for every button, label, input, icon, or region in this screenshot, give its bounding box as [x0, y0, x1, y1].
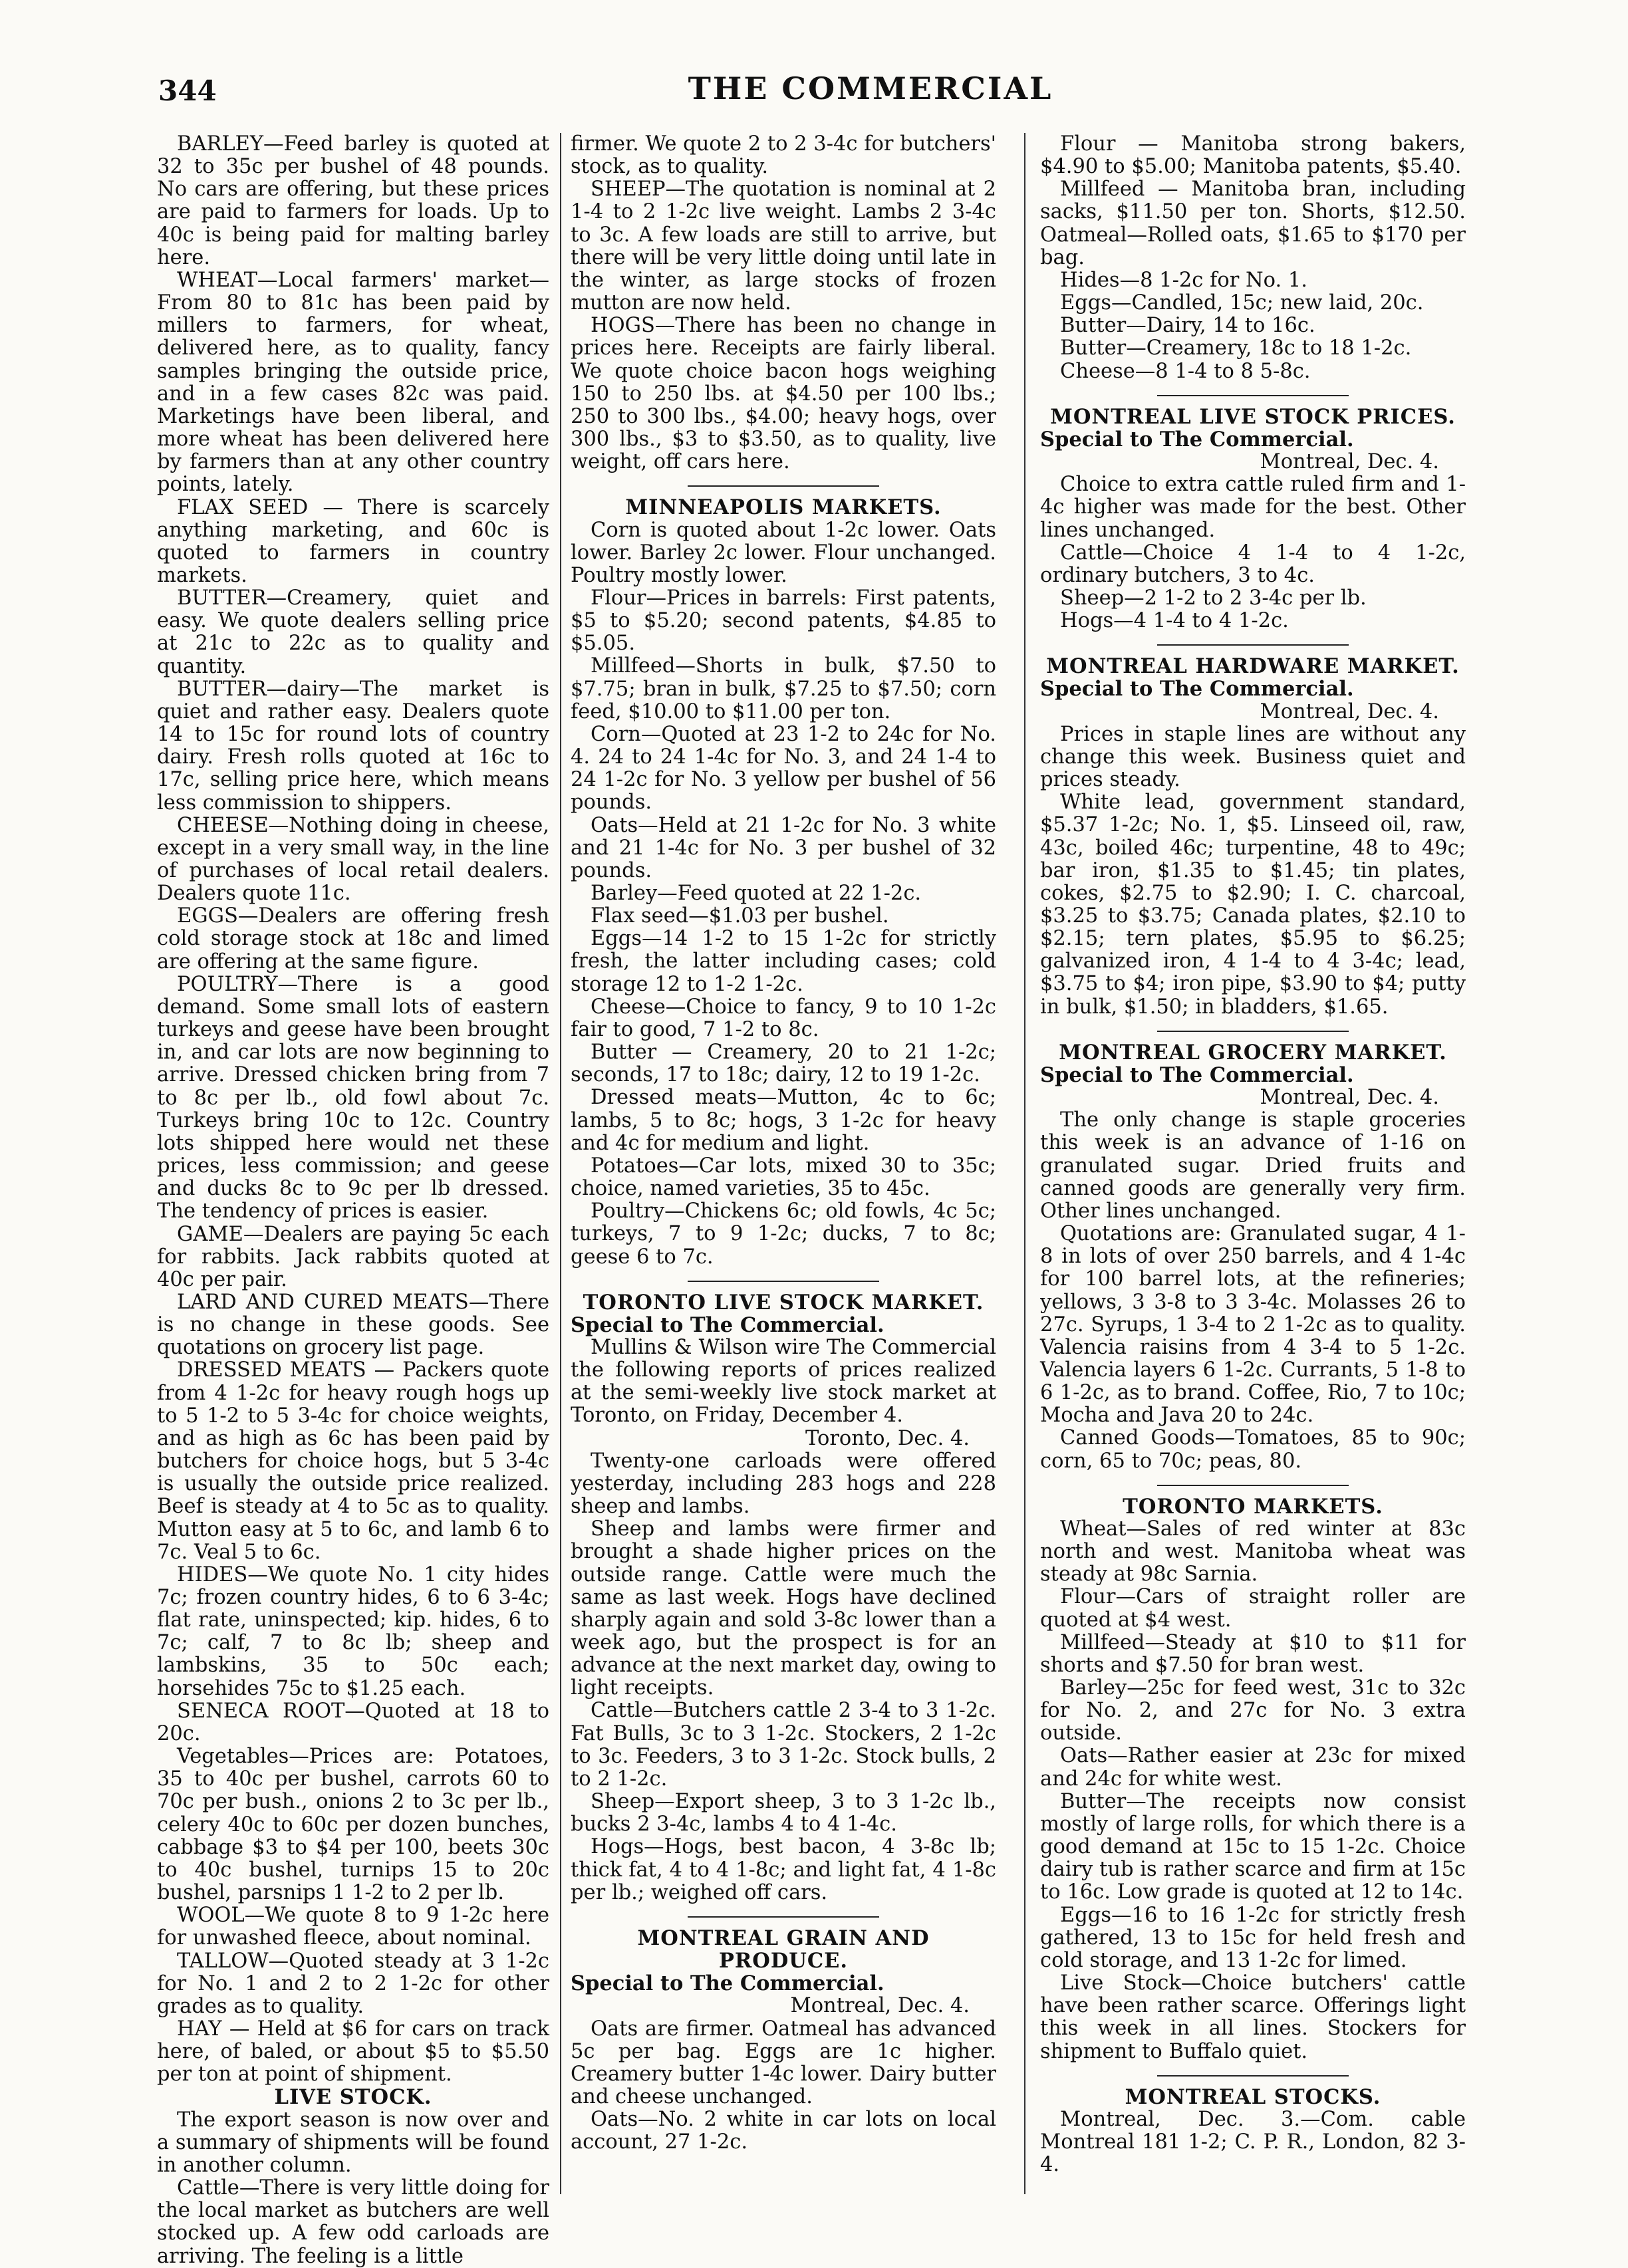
section-heading-montreal-grocery: MONTREAL GROCERY MARKET. — [1059, 1040, 1447, 1065]
section-heading-montreal-live-stock: MONTREAL LIVE STOCK PRICES. — [1050, 404, 1456, 429]
section-rule — [1157, 1485, 1349, 1486]
paragraph: BUTTER—dairy—The market is quiet and rather easy. Dealers quote 14 to 15c for round lots of country dairy. Fresh rolls quoted at 16c to 17c, selling price here, which means less commission to shippers. — [157, 677, 549, 815]
paragraph: Hogs—4 1-4 to 4 1-2c. — [1060, 609, 1289, 633]
paragraph: Butter—The receipts now consist mostly of large rolls, for which there is a good demand at 15c to 15 1-2c. Choice dairy tub is rather scarce and firm at 15c to 16c. Low grade is quoted at 12 to 14c. — [1040, 1789, 1466, 1904]
paragraph: Sheep—Export sheep, 3 to 3 1-2c lb., bucks 2 3-4c, lambs 4 to 4 1-4c. — [571, 1790, 996, 1836]
section-heading-montreal-grain: MONTREAL GRAIN AND PRODUCE. — [637, 1926, 930, 1973]
page-number: 344 — [158, 74, 217, 107]
paragraph: Dressed meats—Mutton, 4c to 6c; lambs, 5 to 8c; hogs, 3 1-2c for heavy and 4c for medium and light. — [571, 1086, 996, 1155]
paragraph: Butter — Creamery, 20 to 21 1-2c; seconds, 17 to 18c; dairy, 12 to 19 1-2c. — [571, 1041, 996, 1087]
paragraph: WHEAT—Local farmers' market—From 80 to 81c has been paid by millers to farmers, for wheat, delivered here, as to quality, fancy samples bringing the outside price, and in a few cases 82c was paid. Marketings have been liberal, and more wheat has been delivered here by farmers than at any other country points, lately. — [157, 268, 549, 497]
section-heading-montreal-stocks: MONTREAL STOCKS. — [1125, 2084, 1381, 2109]
special-byline: Special to The Commercial. — [1040, 427, 1354, 451]
paragraph: Sheep—2 1-2 to 2 3-4c per lb. — [1060, 586, 1367, 610]
paragraph: TALLOW—Quoted steady at 3 1-2c for No. 1 and 2 to 2 1-2c for other grades as to quality. — [157, 1949, 549, 2018]
paragraph: Millfeed—Shorts in bulk, $7.50 to $7.75; bran in bulk, $7.25 to $7.50; corn feed, $10.00 to $11.00 per ton. — [571, 654, 996, 723]
paragraph: White lead, government standard, $5.37 1-2c; No. 1, $5. Linseed oil, raw, 43c, boiled 46c; turpentine, 48 to 49c; bar iron, $1.35 to $1.45; tin plates, cokes, $2.75 to $2.90; I. C. charcoal, $3.25 to $3.75; Canada plates, $2.10 to $2.15; tern plates, $5.95 to $6.25; galvanized iron, 4 1-4 to 4 3-4c; lead, $3.75 to $4; iron pipe, $3.90 to $4; putty in bulk, $1.50; in bladders, $1.65. — [1040, 791, 1466, 1019]
paragraph: Eggs—16 to 16 1-2c for strictly fresh gathered, 13 to 15c for held fresh and cold storage, and 13 1-2c for limed. — [1040, 1903, 1466, 1972]
section-rule — [688, 1916, 879, 1918]
section-heading-toronto-live-stock: TORONTO LIVE STOCK MARKET. — [583, 1290, 984, 1315]
paragraph: SENECA ROOT—Quoted at 18 to 20c. — [157, 1699, 549, 1745]
page-header — [140, 66, 1601, 113]
paragraph: BUTTER—Creamery, quiet and easy. We quote dealers selling price at 21c to 22c as to quality and quantity. — [157, 586, 549, 678]
paragraph: Montreal, Dec. 3.—Com. cable Montreal 181 1-2; C. P. R., London, 82 3-4. — [1040, 2107, 1466, 2177]
section-rule — [688, 1281, 879, 1282]
paragraph: Eggs—14 1-2 to 15 1-2c for strictly fresh, the latter including cases; cold storage 12 to 1-2 1-2c. — [571, 927, 996, 996]
paragraph: Butter—Dairy, 14 to 16c. — [1060, 314, 1315, 338]
column-divider — [1024, 133, 1025, 2194]
dateline: Montreal, Dec. 4. — [1260, 699, 1439, 723]
paragraph: Cheese—Choice to fancy, 9 to 10 1-2c fair to good, 7 1-2 to 8c. — [571, 995, 996, 1041]
paragraph: The export season is now over and a summary of shipments will be found in another column. — [157, 2108, 549, 2177]
section-rule — [1157, 1031, 1349, 1032]
paragraph: Cheese—8 1-4 to 8 5-8c. — [1060, 359, 1311, 383]
dateline: Toronto, Dec. 4. — [805, 1426, 970, 1450]
paragraph: Butter—Creamery, 18c to 18 1-2c. — [1060, 336, 1412, 360]
paragraph: Flour—Prices in barrels: First patents, $5 to $5.20; second patents, $4.85 to $5.05. — [571, 586, 996, 656]
paragraph: SHEEP—The quotation is nominal at 2 1-4 to 2 1-2c live weight. Lambs 2 3-4c to 3c. A few loads are still to arrive, but there will be very little doing until late in the winter, as large stocks of frozen mutton are now held. — [571, 178, 996, 315]
special-byline: Special to The Commercial. — [571, 1971, 884, 1996]
paragraph: Oats—No. 2 white in car lots on local account, 27 1-2c. — [571, 2108, 996, 2154]
paragraph: Flour — Manitoba strong bakers, $4.90 to $5.00; Manitoba patents, $5.40. — [1040, 132, 1466, 179]
paragraph: POULTRY—There is a good demand. Some small lots of eastern turkeys and geese have been brought in, and car lots are now beginning to arrive. Dressed chicken bring from 7 to 8c per lb., old fowl about 7c. Turkeys bring 10c to 12c. Country lots shipped here would net these prices, less commission; and geese and ducks 8c to 9c per lb dressed. The tendency of prices is easier. — [157, 972, 549, 1223]
paragraph: CHEESE—Nothing doing in cheese, except in a very small way, in the line of purchases of local retail dealers. Dealers quote 11c. — [157, 813, 549, 906]
page-title: THE COMMERCIAL — [688, 70, 1053, 106]
paragraph: Oats—Rather easier at 23c for mixed and 24c for white west. — [1040, 1744, 1466, 1791]
paragraph: EGGS—Dealers are offering fresh cold storage stock at 18c and limed are offering at the same figure. — [157, 904, 549, 973]
paragraph: HAY — Held at $6 for cars on track here, of baled, or about $5 to $5.50 per ton at point of shipment. — [157, 2017, 549, 2086]
paragraph: Cattle—Butchers cattle 2 3-4 to 3 1-2c. Fat Bulls, 3c to 3 1-2c. Stockers, 2 1-2c to 3c. Feeders, 3 to 3 1-2c. Stock bulls, 2 to 2 1-2c. — [571, 1699, 996, 1791]
paragraph: Canned Goods—Tomatoes, 85 to 90c; corn, 65 to 70c; peas, 80. — [1040, 1426, 1466, 1473]
paragraph: BARLEY—Feed barley is quoted at 32 to 35c per bushel of 48 pounds. No cars are offering, but these prices are paid to farmers for loads. Up to 40c is being paid for malting barley here. — [157, 132, 549, 269]
paragraph: WOOL—We quote 8 to 9 1-2c here for unwashed fleece, about nominal. — [157, 1904, 549, 1950]
paragraph: Cattle—Choice 4 1-4 to 4 1-2c, ordinary butchers, 3 to 4c. — [1040, 541, 1466, 587]
column-divider — [560, 133, 561, 2194]
paragraph: Poultry—Chickens 6c; old fowls, 4c 5c; turkeys, 7 to 9 1-2c; ducks, 7 to 8c; geese 6 to 7c. — [571, 1199, 996, 1269]
paragraph: Mullins & Wilson wire The Commercial the following reports of prices realized at the semi-weekly live stock market at Toronto, on Friday, December 4. — [571, 1335, 996, 1428]
paragraph: Cattle—There is very little doing for the local market as butchers are well stocked up. A few odd carloads are arriving. The feeling is a little — [157, 2176, 549, 2268]
paragraph: Sheep and lambs were firmer and brought a shade higher prices on the outside range. Cattle were much the same as last week. Hogs have declined sharply again and sold 3-8c lower than a week ago, but the prospect is for an advance at the next market day, owing to light receipts. — [571, 1517, 996, 1700]
paragraph: Barley—Feed quoted at 22 1-2c. — [591, 882, 922, 905]
paragraph: Hides—8 1-2c for No. 1. — [1060, 268, 1308, 292]
special-byline: Special to The Commercial. — [1040, 677, 1354, 701]
paragraph: LARD AND CURED MEATS—There is no change in these goods. See quotations on grocery list page. — [157, 1290, 549, 1360]
paragraph: firmer. We quote 2 to 2 3-4c for butchers' stock, as to quality. — [571, 132, 996, 179]
column-2 — [571, 133, 996, 2201]
paragraph: Prices in staple lines are without any change this week. Business quiet and prices steady. — [1040, 722, 1466, 792]
column-3 — [1040, 133, 1466, 2201]
special-byline: Special to The Commercial. — [571, 1313, 884, 1337]
paragraph: HOGS—There has been no change in prices here. Receipts are fairly liberal. We quote choice bacon hogs weighing 150 to 250 lbs. at $4.50 per 100 lbs.; 250 to 300 lbs., $4.00; heavy hogs, over 300 lbs., $3 to $3.50, as to quality, live weight, off cars here. — [571, 314, 996, 474]
section-rule — [1157, 2075, 1349, 2077]
paragraph: Quotations are: Granulated sugar, 4 1-8 in lots of over 250 barrels, and 4 1-4c for 100 barrel lots, at the refineries; yellows, 3 3-8 to 3 3-4c. Molasses 26 to 27c. Syrups, 1 3-4 to 2 1-2c as to quality. Valencia raisins from 4 3-4 to 5 1-2c. Valencia layers 6 1-2c. Currants, 5 1-8 to 6 1-2c, as to brand. Coffee, Rio, 7 to 10c; Mocha and Java 20 to 24c. — [1040, 1222, 1466, 1428]
section-heading-live-stock: LIVE STOCK. — [274, 2085, 432, 2110]
section-rule — [1157, 644, 1349, 646]
paragraph: Oats—Held at 21 1-2c for No. 3 white and 21 1-4c for No. 3 per bushel of 32 pounds. — [571, 813, 996, 882]
paragraph: Flax seed—$1.03 per bushel. — [591, 904, 889, 928]
section-heading-minneapolis: MINNEAPOLIS MARKETS. — [625, 495, 942, 520]
paragraph: Oats are firmer. Oatmeal has advanced 5c per bag. Eggs are 1c higher. Creamery butter 1-4c lower. Dairy butter and cheese unchanged. — [571, 2017, 996, 2108]
paragraph: Corn—Quoted at 23 1-2 to 24c for No. 4. 24 to 24 1-4c for No. 3, and 24 1-4 to 24 1-2c for No. 3 yellow per bushel of 56 pounds. — [571, 722, 996, 815]
section-rule — [1157, 395, 1349, 396]
section-heading-montreal-hardware: MONTREAL HARDWARE MARKET. — [1046, 654, 1460, 679]
dateline: Montreal, Dec. 4. — [1260, 450, 1439, 474]
paragraph: Corn is quoted about 1-2c lower. Oats lower. Barley 2c lower. Flour unchanged. Poultry mostly lower. — [571, 518, 996, 587]
paragraph: Wheat—Sales of red winter at 83c north and west. Manitoba wheat was steady at 98c Sarnia. — [1040, 1517, 1466, 1586]
column-1 — [157, 132, 549, 2268]
paragraph: DRESSED MEATS — Packers quote from 4 1-2c for heavy rough hogs up to 5 1-2 to 5 3-4c for choice weights, and as high as 6c has been paid by butchers for choice hogs, but 5 3-4c is usually the outside price realized. Beef is steady at 4 to 5c as to quality. Mutton easy at 5 to 6c, and lamb 6 to 7c. Veal 5 to 6c. — [157, 1358, 549, 1564]
special-byline: Special to The Commercial. — [1040, 1063, 1354, 1087]
paragraph: The only change is staple groceries this week is an advance of 1-16 on granulated sugar. Dried fruits and canned goods are generally very firm. Other lines unchanged. — [1040, 1108, 1466, 1223]
paragraph: GAME—Dealers are paying 5c each for rabbits. Jack rabbits quoted at 40c per pair. — [157, 1222, 549, 1291]
paragraph: Millfeed—Steady at $10 to $11 for shorts and $7.50 for bran west. — [1040, 1630, 1466, 1677]
paragraph: Millfeed — Manitoba bran, including sacks, $11.50 per ton. Shorts, $12.50. Oatmeal—Rolled oats, $1.65 to $170 per bag. — [1040, 178, 1466, 269]
paragraph: Flour—Cars of straight roller are quoted at $4 west. — [1040, 1585, 1466, 1632]
section-heading-toronto-markets: TORONTO MARKETS. — [1123, 1494, 1383, 1519]
paragraph: Live Stock—Choice butchers' cattle have been rather scarce. Offerings light this week in all lines. Stockers for shipment to Buffalo quiet. — [1040, 1971, 1466, 2063]
paragraph: Potatoes—Car lots, mixed 30 to 35c; choice, named varieties, 35 to 45c. — [571, 1154, 996, 1201]
paragraph: Twenty-one carloads were offered yesterday, including 283 hogs and 228 sheep and lambs. — [571, 1449, 996, 1519]
paragraph: Barley—25c for feed west, 31c to 32c for No. 2, and 27c for No. 3 extra outside. — [1040, 1676, 1466, 1745]
paragraph: Eggs—Candled, 15c; new laid, 20c. — [1060, 291, 1424, 315]
paragraph: Vegetables—Prices are: Potatoes, 35 to 40c per bushel, carrots 60 to 70c per bush., onions 2 to 3c per lb., celery 40c to 60c per dozen bunches, cabbage $3 to $4 per 100, beets 30c to 40c bushel, turnips 15 to 20c bushel, parsnips 1 1-2 to 2 per lb. — [157, 1745, 549, 1905]
paragraph: FLAX SEED — There is scarcely anything marketing, and 60c is quoted to farmers in country markets. — [157, 495, 549, 587]
section-rule — [688, 485, 879, 487]
paragraph: HIDES—We quote No. 1 city hides 7c; frozen country hides, 6 to 6 3-4c; flat rate, uninspected; kip. hides, 6 to 7c; calf, 7 to 8c lb; sheep and lambskins, 35 to 50c each; horsehides 75c to $1.25 each. — [157, 1563, 549, 1700]
dateline: Montreal, Dec. 4. — [790, 1994, 970, 2018]
paragraph: Choice to extra cattle ruled firm and 1-4c higher was made for the best. Other lines unchanged. — [1040, 473, 1466, 542]
paragraph: Hogs—Hogs, best bacon, 4 3-8c lb; thick fat, 4 to 4 1-8c; and light fat, 4 1-8c per lb.; weighed off cars. — [571, 1835, 996, 1904]
dateline: Montreal, Dec. 4. — [1260, 1086, 1439, 1110]
